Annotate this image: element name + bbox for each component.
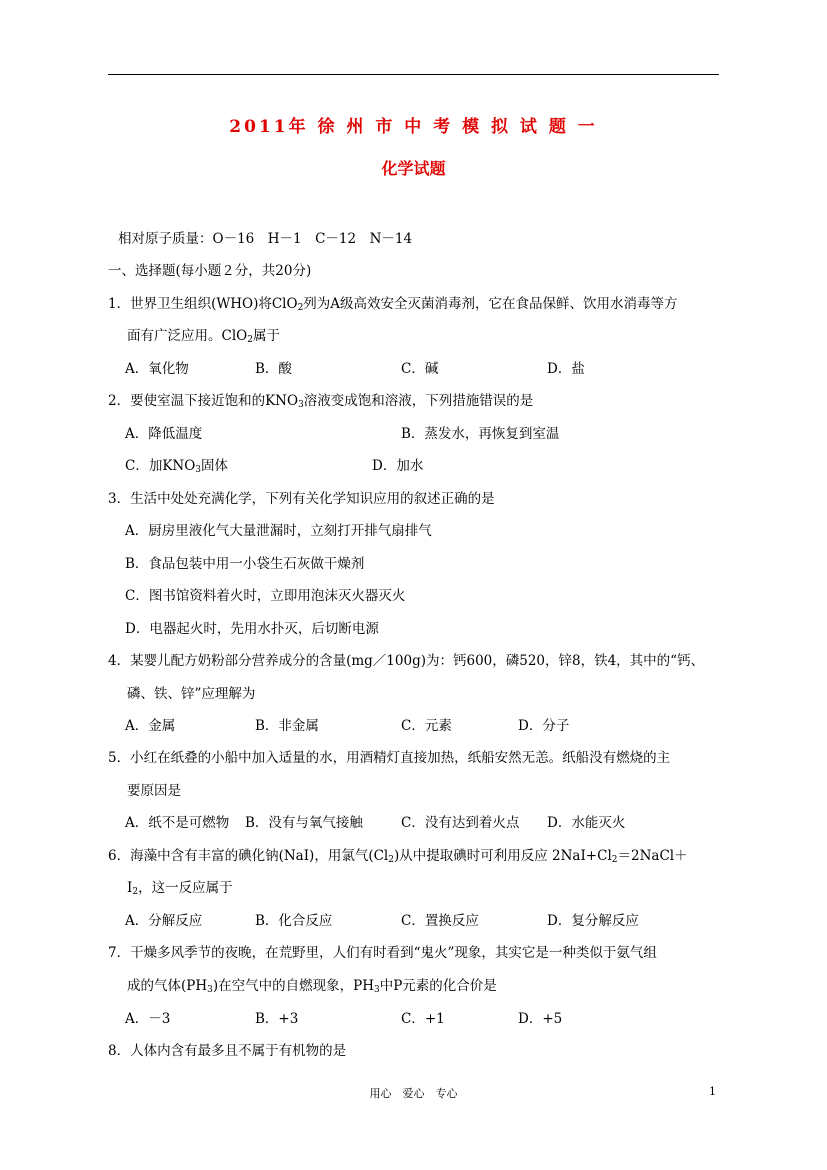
- page-footer: 用心 爱心 专心: [369, 1087, 458, 1100]
- header-rule: [108, 74, 719, 75]
- question-1-line-2: 面有广泛应用。ClO$_2$属于: [127, 328, 280, 345]
- page-number: 1: [709, 1085, 716, 1098]
- q3-option-c: C．图书馆资料着火时，立即用泡沫灭火器灭火: [125, 588, 406, 604]
- q4-option-d: D．分子: [518, 718, 570, 734]
- q3-option-d: D．电器起火时，先用水扑灭，后切断电源: [125, 621, 379, 637]
- atomic-mass-note: 相对原子质量：O－16 H－1 C－12 N－14: [118, 231, 413, 247]
- question-5-line-1: 5．小红在纸叠的小船中加入适量的水，用酒精灯直接加热，纸船安然无恙。纸船没有燃烧的主: [108, 750, 671, 766]
- question-5-line-2: 要原因是: [127, 783, 181, 799]
- q5-option-d: D．水能灭火: [547, 815, 626, 831]
- q5-option-b: B．没有与氧气接触: [245, 815, 363, 831]
- section-heading: 一、选择题(每小题２分，共20分): [108, 263, 312, 279]
- q6-option-d: D．复分解反应: [547, 913, 639, 929]
- page-title: 2011年 徐 州 市 中 考 模 拟 试 题 一: [229, 117, 598, 137]
- q7-option-c: C．+1: [401, 1011, 445, 1027]
- q3-option-a: A．厨房里液化气大量泄漏时，立刻打开排气扇排气: [125, 523, 432, 539]
- q7-option-a: A．－3: [125, 1011, 171, 1027]
- q4-option-c: C．元素: [401, 718, 452, 734]
- q1-option-b: B．酸: [255, 361, 292, 377]
- question-8-line-1: 8．人体内含有最多且不属于有机物的是: [108, 1043, 347, 1059]
- question-3-line-1: 3．生活中处处充满化学，下列有关化学知识应用的叙述正确的是: [108, 491, 495, 507]
- q1-option-a: A．氧化物: [125, 361, 189, 377]
- question-7-line-2: 成的气体$(PH_3)$在空气中的自燃现象，$PH_3$中P元素的化合价是: [127, 978, 497, 995]
- q6-option-c: C．置换反应: [401, 913, 479, 929]
- question-4-line-2: 磷、铁、锌”应理解为: [127, 686, 256, 702]
- question-7-line-1: 7．干燥多风季节的夜晚，在荒野里，人们有时看到“鬼火”现象，其实它是一种类似于氨气组: [108, 945, 657, 961]
- question-6-line-1: 6．海藻中含有丰富的碘化钠(NaI)，用氯气$(Cl_2)$从中提取碘时可利用反应 $2NaI+Cl_2=2NaCl+$: [108, 848, 688, 865]
- page-subtitle: 化学试题: [381, 159, 446, 178]
- q5-option-a: A．纸不是可燃物: [125, 815, 230, 831]
- q2-option-d: D．加水: [372, 458, 424, 474]
- question-2-line-1: 2．要使室温下接近饱和的$KNO_3$溶液变成饱和溶液，下列措施错误的是: [108, 393, 534, 410]
- q3-option-b: B．食品包装中用一小袋生石灰做干燥剂: [125, 556, 365, 572]
- q4-option-a: A．金属: [125, 718, 176, 734]
- question-1-line-1: 1．世界卫生组织(WHO)将ClO$_2$列为A级高效安全灭菌消毒剂，它在食品保鲜、饮用水消毒等方: [108, 296, 678, 313]
- question-4-line-1: 4．某婴儿配方奶粉部分营养成分的含量(mg／100g)为：钙600，磷520，锌8，铁4，其中的“钙、: [108, 653, 705, 669]
- q2-option-b: B．蒸发水，再恢复到室温: [401, 426, 560, 442]
- q4-option-b: B．非金属: [255, 718, 319, 734]
- q1-option-c: C．碱: [401, 361, 439, 377]
- q2-option-c: C．加$KNO_3$固体: [125, 458, 229, 475]
- q6-option-b: B．化合反应: [255, 913, 333, 929]
- question-6-line-2: $I_2$，这一反应属于: [127, 880, 233, 897]
- q1-option-d: D．盐: [547, 361, 585, 377]
- q6-option-a: A．分解反应: [125, 913, 203, 929]
- q2-option-a: A．降低温度: [125, 426, 203, 442]
- q7-option-d: D．+5: [518, 1011, 563, 1027]
- q5-option-c: C．没有达到着火点: [401, 815, 520, 831]
- q7-option-b: B．+3: [255, 1011, 299, 1027]
